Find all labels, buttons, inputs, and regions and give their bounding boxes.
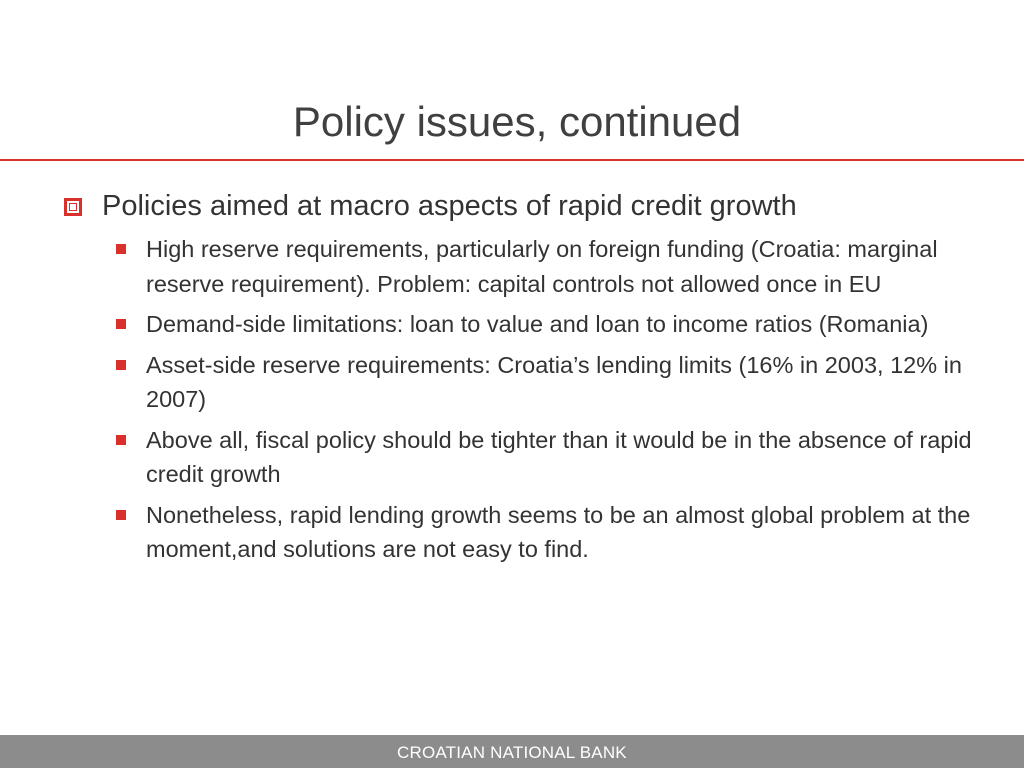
sub-bullet-item (116, 232, 972, 301)
main-bullet-point (62, 186, 972, 226)
square-bullet-icon (116, 319, 126, 329)
sub-bullet-item (116, 348, 972, 417)
sub-bullet-text: Nonetheless, rapid lending growth seems to be an almost global problem at the moment,and solutions are not easy to find. (146, 501, 971, 562)
square-bullet-icon (116, 435, 126, 445)
slide-content (62, 186, 972, 573)
sub-bullet-item (116, 307, 972, 342)
title-divider (0, 159, 1024, 161)
sub-bullet-text: High reserve requirements, particularly on foreign funding (Croatia: marginal reserve requirement). Problem: capital controls not allowed once in EU (146, 236, 938, 297)
footer-org-name: CROATIAN NATIONAL BANK (397, 743, 627, 762)
hollow-square-bullet-icon (64, 198, 82, 216)
square-bullet-icon (116, 244, 126, 254)
square-bullet-icon (116, 360, 126, 370)
square-bullet-icon (116, 510, 126, 520)
footer-bar (0, 735, 1024, 768)
sub-bullet-item (116, 498, 972, 567)
sub-bullet-text: Demand-side limitations: loan to value and loan to income ratios (Romania) (146, 311, 929, 337)
sub-bullet-text: Asset-side reserve requirements: Croatia’s lending limits (16% in 2003, 12% in 2007) (146, 351, 962, 412)
sub-bullet-item (116, 423, 972, 492)
sub-bullet-list (62, 232, 972, 567)
sub-bullet-text: Above all, fiscal policy should be tighter than it would be in the absence of rapid credit growth (146, 426, 972, 487)
slide-title: Policy issues, continued (292, 98, 742, 145)
main-bullet-text: Policies aimed at macro aspects of rapid credit growth (102, 190, 797, 222)
